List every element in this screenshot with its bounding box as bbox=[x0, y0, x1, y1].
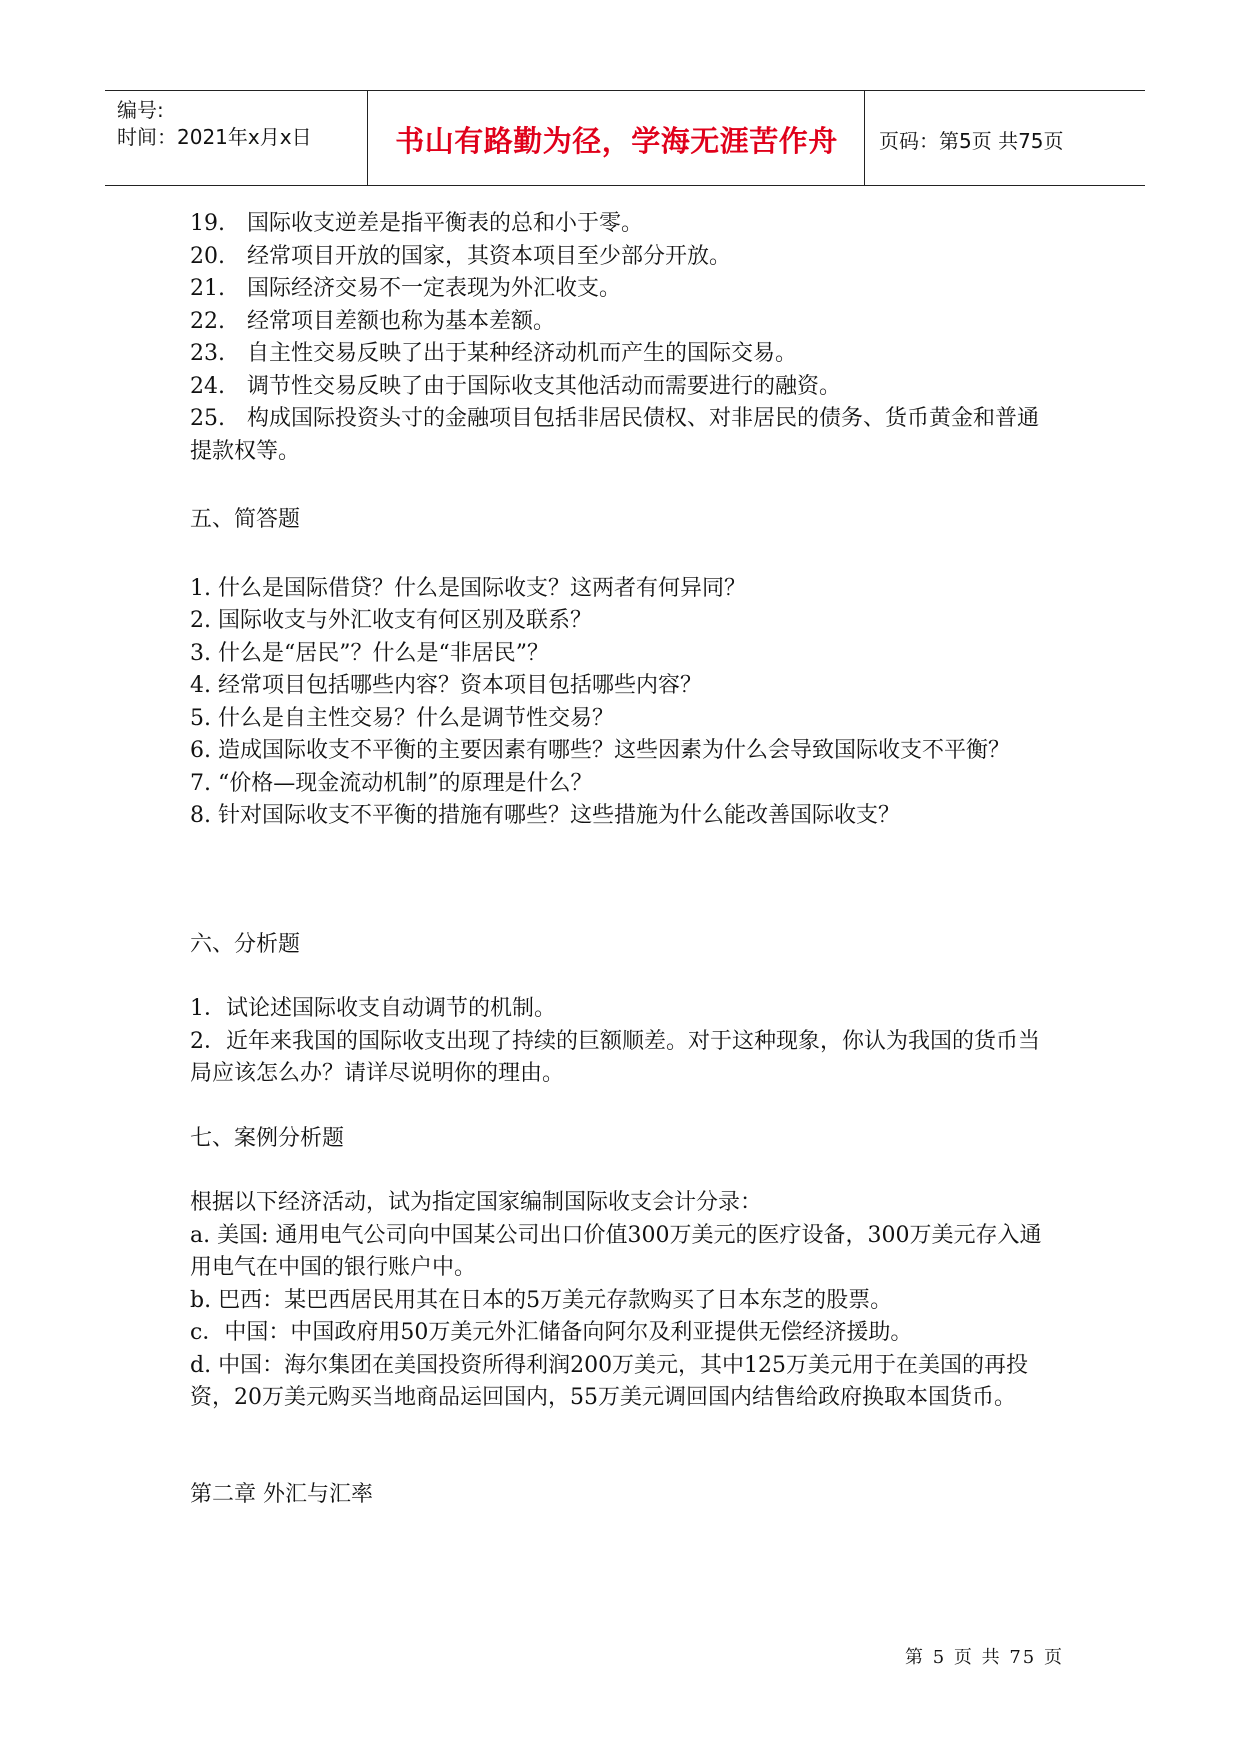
section5-item: 6. 造成国际收支不平衡的主要因素有哪些？这些因素为什么会导致国际收支不平衡？ bbox=[190, 738, 1010, 763]
tf-item-21: 21. 国际经济交易不一定表现为外汇收支。 bbox=[190, 276, 621, 301]
chapter-heading: 第二章 外汇与汇率 bbox=[190, 1481, 373, 1507]
tf-item-22: 22. 经常项目差额也称为基本差额。 bbox=[190, 308, 555, 334]
header-page-info: 页码：第5页 共75页 bbox=[879, 129, 1064, 153]
section7-intro: 根据以下经济活动，试为指定国家编制国际收支会计分录： bbox=[190, 1190, 763, 1215]
section6-item: 2．近年来我国的国际收支出现了持续的巨额顺差。对于这种现象，你认为我国的货币当局应该怎么办？请详尽说明你的理由。 bbox=[190, 1028, 1040, 1086]
section5-title: 五、简答题 bbox=[190, 507, 301, 532]
section7-item: c．中国：中国政府用50万美元外汇储备向阿尔及利亚提供无偿经济援助。 bbox=[190, 1320, 913, 1345]
section5-item: 3. 什么是“居民”？什么是“非居民”？ bbox=[190, 640, 549, 666]
section5-item: 1. 什么是国际借贷？什么是国际收支？这两者有何异同？ bbox=[190, 575, 746, 601]
section7-item: d. 中国：海尔集团在美国投资所得利润200万美元，其中125万美元用于在美国的再投资，20万美元购买当地商品运回国内，55万美元调回国内结售给政府换取本国货币。 bbox=[190, 1352, 1029, 1410]
tf-item-20: 20. 经常项目开放的国家，其资本项目至少部分开放。 bbox=[190, 243, 731, 269]
tf-item-24: 24. 调节性交易反映了由于国际收支其他活动而需要进行的融资。 bbox=[190, 373, 841, 399]
page-footer: 第 5 页 共 75 页 bbox=[905, 1647, 1064, 1668]
header-motto-cell bbox=[369, 91, 865, 185]
document-body bbox=[190, 208, 1060, 1511]
tf-item-23: 23. 自主性交易反映了出于某种经济动机而产生的国际交易。 bbox=[190, 341, 797, 366]
tf-item-25: 25. 构成国际投资头寸的金融项目包括非居民债权、对非居民的债务、货币黄金和普通提款权等。 bbox=[190, 406, 1039, 464]
page-header bbox=[105, 90, 1145, 186]
section7-item: a. 美国: 通用电气公司向中国某公司出口价值300万美元的医疗设备，300万美元存入通用电气在中国的银行账户中。 bbox=[190, 1222, 1042, 1280]
number-label: 编号: bbox=[117, 98, 164, 122]
date-line: 时间：2021年x月x日 bbox=[117, 125, 312, 149]
motto: 书山有路勤为径，学海无涯苦作舟 bbox=[395, 124, 838, 158]
section5-item: 4. 经常项目包括哪些内容？资本项目包括哪些内容？ bbox=[190, 673, 702, 698]
section7-title: 七、案例分析题 bbox=[190, 1125, 345, 1151]
section5-item: 2. 国际收支与外汇收支有何区别及联系？ bbox=[190, 608, 592, 633]
tf-item-19: 19. 国际收支逆差是指平衡表的总和小于零。 bbox=[190, 211, 643, 236]
section6-title: 六、分析题 bbox=[190, 931, 301, 957]
header-right-cell bbox=[867, 91, 1145, 185]
header-left-cell bbox=[105, 91, 368, 185]
section6-item: 1．试论述国际收支自动调节的机制。 bbox=[190, 996, 556, 1021]
section5-item: 8. 针对国际收支不平衡的措施有哪些？这些措施为什么能改善国际收支？ bbox=[190, 803, 900, 828]
section5-item: 5. 什么是自主性交易？什么是调节性交易？ bbox=[190, 705, 614, 731]
section7-item: b. 巴西：某巴西居民用其在日本的5万美元存款购买了日本东芝的股票。 bbox=[190, 1287, 893, 1313]
section5-item: 7. “价格—现金流动机制”的原理是什么？ bbox=[190, 770, 593, 796]
